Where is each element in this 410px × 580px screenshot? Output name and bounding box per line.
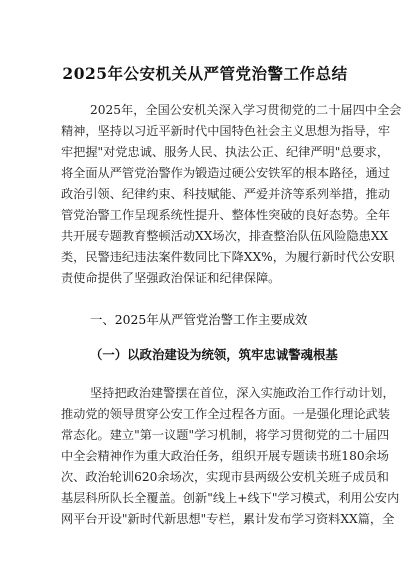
subsection-heading: （一）以政治建设为统领，筑牢忠诚警魂根基 <box>90 347 338 362</box>
intro-line: 共开展专题教育整顿活动XX场次，排查整治队伍风险隐患XX <box>61 229 389 243</box>
intro-line: 政治引领、纪律约束、科技赋能、严爱并济等系列举措，推动 <box>61 187 391 201</box>
intro-line: 精神，坚持以习近平新时代中国特色社会主义思想为指导，牢 <box>61 124 391 138</box>
document-title: 2025年公安机关从严管党治警工作总结 <box>62 64 348 83</box>
intro-line: 责使命提供了坚强政治保证和纪律保障。 <box>61 271 281 285</box>
section-heading: 一、2025年从严管党治警工作主要成效 <box>90 312 308 327</box>
intro-line: 类，民警违纪违法案件数同比下降XX%，为履行新时代公安职 <box>61 250 395 264</box>
body-line: 坚持把政治建警摆在首位，深入实施政治工作行动计划， <box>90 386 395 400</box>
body-line: 次、政治轮训620余场次，实现市县两级公安机关班子成员和 <box>61 470 389 484</box>
body-line: 网平台开设"新时代新思想"专栏，累计发布学习资料XX篇，全 <box>61 512 395 526</box>
body-line: 基层科所队长全覆盖。创新"线上+线下"学习模式，利用公安内 <box>61 491 400 505</box>
body-line: 推动党的领导贯穿公安工作全过程各方面。一是强化理论武装 <box>61 407 391 421</box>
intro-line: 牢把握"对党忠诚、服务人民、执法公正、纪律严明"总要求， <box>61 145 390 159</box>
body-line: 中全会精神作为重大政治任务，组织开展专题读书班180余场 <box>61 449 389 463</box>
intro-line: 管党治警工作呈现系统性提升、整体性突破的良好态势。全年 <box>61 208 391 222</box>
body-line: 常态化。建立"第一议题"学习机制，将学习贯彻党的二十届四 <box>61 428 390 442</box>
intro-line: 将全面从严管党治警作为锻造过硬公安铁军的根本路径，通过 <box>61 166 391 180</box>
intro-line: 2025年，全国公安机关深入学习贯彻党的二十届四中全会 <box>90 103 402 117</box>
